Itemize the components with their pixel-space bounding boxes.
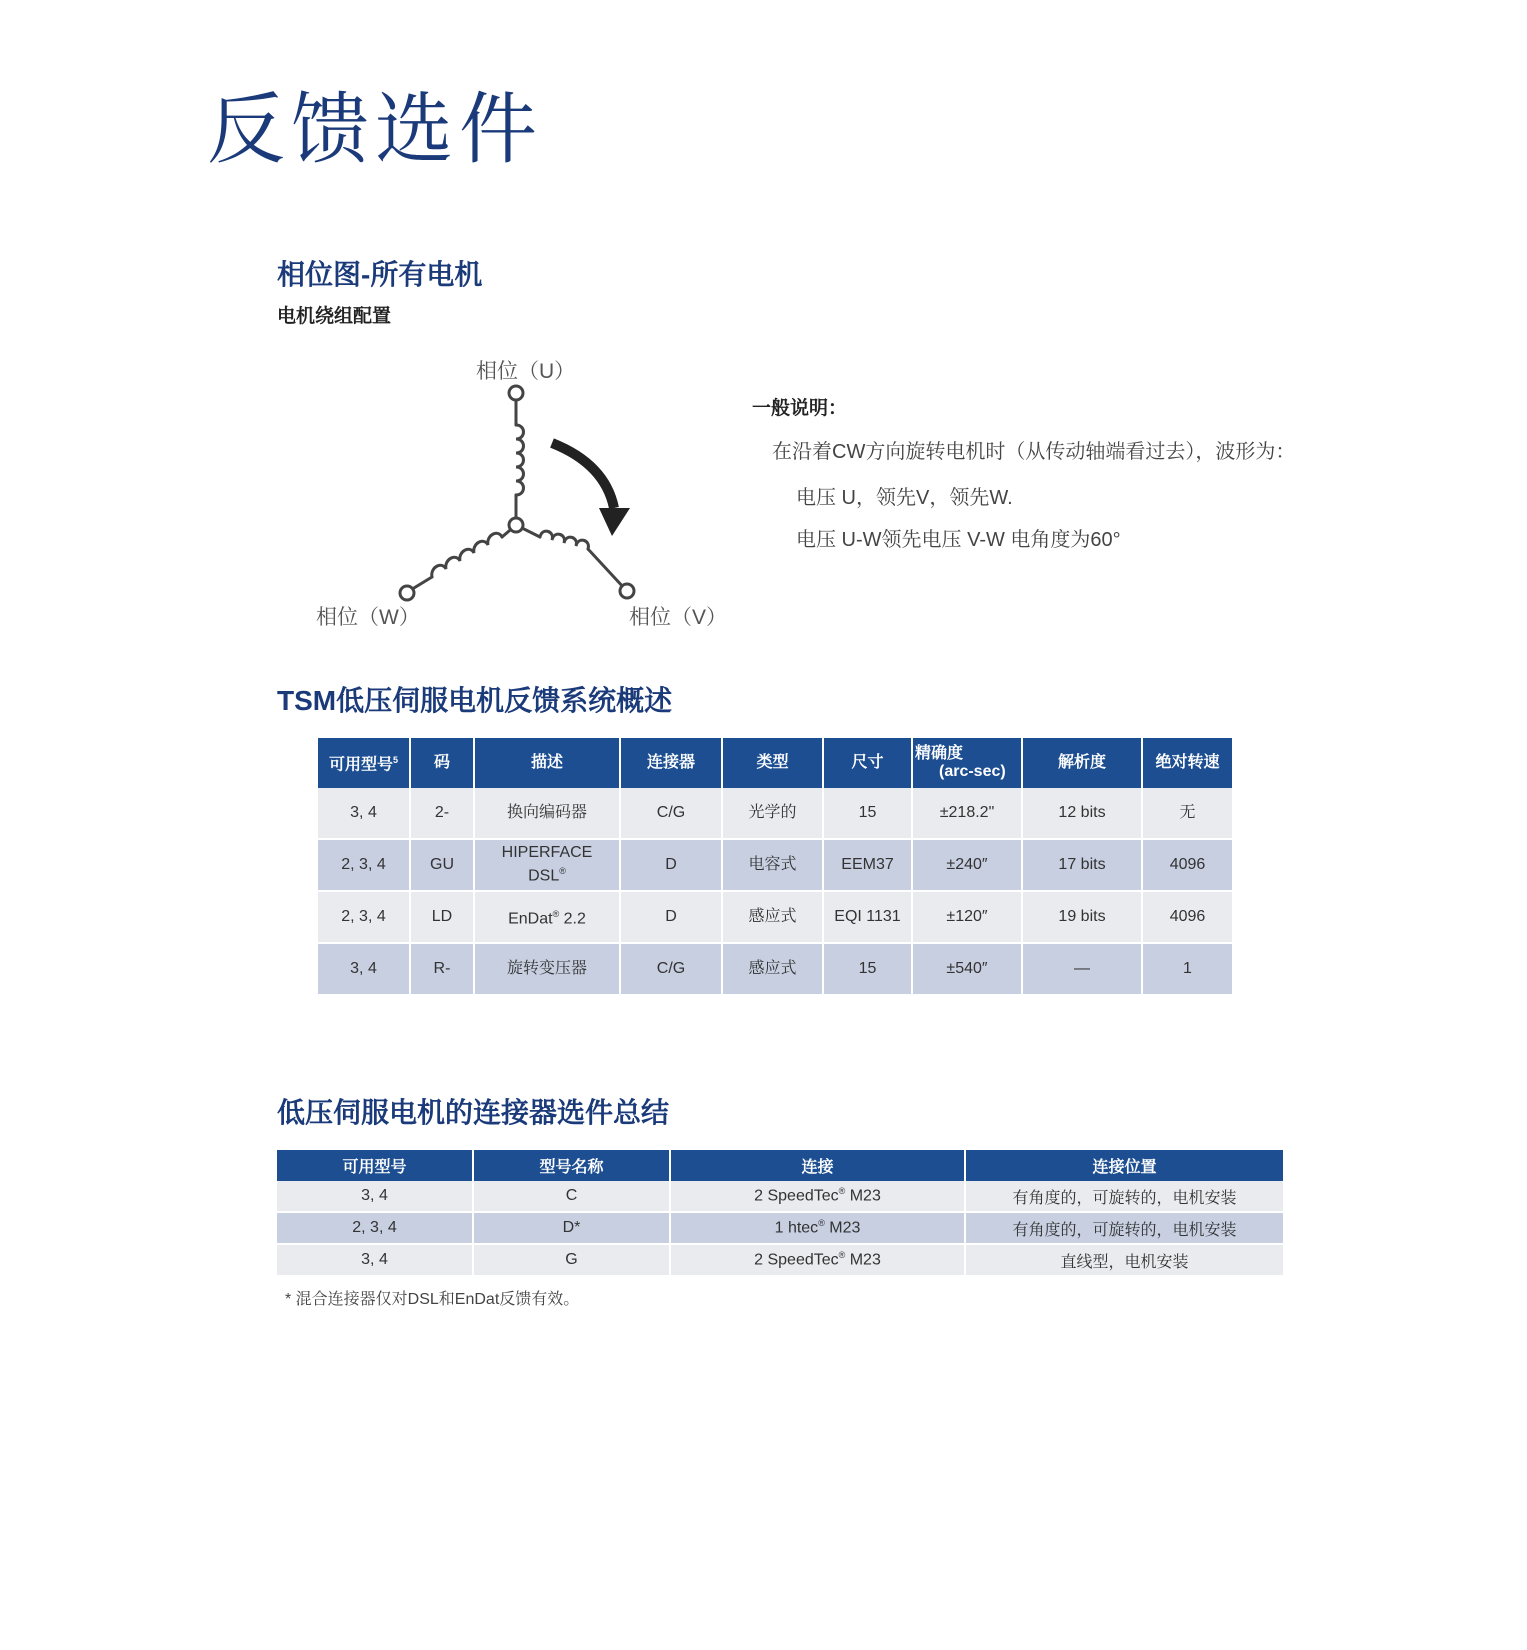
page-title: 反馈选件 — [207, 85, 544, 175]
table-row: 3, 4 R- 旋转变压器 C/G 感应式 15 ±540″ — 1 — [318, 943, 1232, 995]
notes-title: 一般说明： — [752, 398, 848, 419]
phase-u-coil — [516, 425, 524, 495]
col-models: 可用型号 — [277, 1150, 473, 1181]
notes-item-1: 电压 U，领先V，领先W. — [796, 487, 1013, 509]
col-connector: 连接器 — [620, 738, 722, 788]
phase-u-label: 相位（U） — [476, 360, 576, 383]
phase-v-label: 相位（V） — [629, 606, 728, 629]
col-code: 码 — [410, 738, 474, 788]
winding-diagram — [380, 380, 650, 610]
col-connection: 连接 — [670, 1150, 965, 1181]
rotation-arrow-head-icon — [599, 508, 630, 536]
feedback-table-header — [318, 738, 1232, 788]
notes-item-2: 电压 U-W领先电压 V-W 电角度为60° — [796, 529, 1121, 551]
rotation-arrow-body — [552, 443, 614, 508]
phase-w-label: 相位（W） — [316, 606, 420, 629]
col-absolute-turns: 绝对转速 — [1142, 738, 1232, 788]
col-connection-position: 连接位置 — [965, 1150, 1283, 1181]
phase-w-coil — [432, 533, 502, 577]
phase-u-terminal — [509, 386, 523, 400]
table-row: 2, 3, 4 D* 1 htec® M23 有角度的，可旋转的，电机安装 — [277, 1212, 1283, 1244]
connector-table-header — [277, 1150, 1283, 1181]
table-row: 3, 4 G 2 SpeedTec® M23 直线型，电机安装 — [277, 1244, 1283, 1276]
phase-diagram-heading: 相位图-所有电机 — [277, 259, 483, 290]
table-row: 3, 4 C 2 SpeedTec® M23 有角度的，可旋转的，电机安装 — [277, 1181, 1283, 1212]
table-row: 2, 3, 4 GU HIPERFACE DSL® D 电容式 EEM37 ±240″ 17 bits 4096 — [318, 839, 1232, 891]
connector-table — [277, 1150, 1283, 1277]
general-notes — [752, 393, 1312, 554]
phase-v-terminal — [620, 584, 634, 598]
winding-config-subheading: 电机绕组配置 — [277, 306, 392, 327]
footnote: * 混合连接器仅对DSL和EnDat反馈有效。 — [285, 1291, 580, 1308]
col-resolution: 解析度 — [1022, 738, 1142, 788]
col-precision: 精确度 (arc-sec) — [912, 738, 1022, 788]
phase-w-terminal — [400, 586, 414, 600]
col-size: 尺寸 — [823, 738, 912, 788]
neutral-node — [509, 518, 523, 532]
feedback-overview-heading: TSM低压伺服电机反馈系统概述 — [277, 685, 673, 716]
phase-v-coil — [540, 531, 588, 549]
col-model-name: 型号名称 — [473, 1150, 670, 1181]
col-description: 描述 — [474, 738, 620, 788]
notes-paragraph: 在沿着CW方向旋转电机时（从传动轴端看过去），波形为： — [772, 441, 1296, 463]
col-models: 可用型号$^5$ — [318, 738, 410, 788]
connector-summary-heading: 低压伺服电机的连接器选件总结 — [277, 1097, 670, 1128]
phase-v-lead — [588, 549, 625, 589]
feedback-table — [318, 738, 1232, 996]
table-row: 2, 3, 4 LD EnDat® 2.2 D 感应式 EQI 1131 ±120″ 19 bits 4096 — [318, 891, 1232, 943]
col-type: 类型 — [722, 738, 823, 788]
table-row: 3, 4 2- 换向编码器 C/G 光学的 15 ±218.2" 12 bits 无 — [318, 788, 1232, 839]
